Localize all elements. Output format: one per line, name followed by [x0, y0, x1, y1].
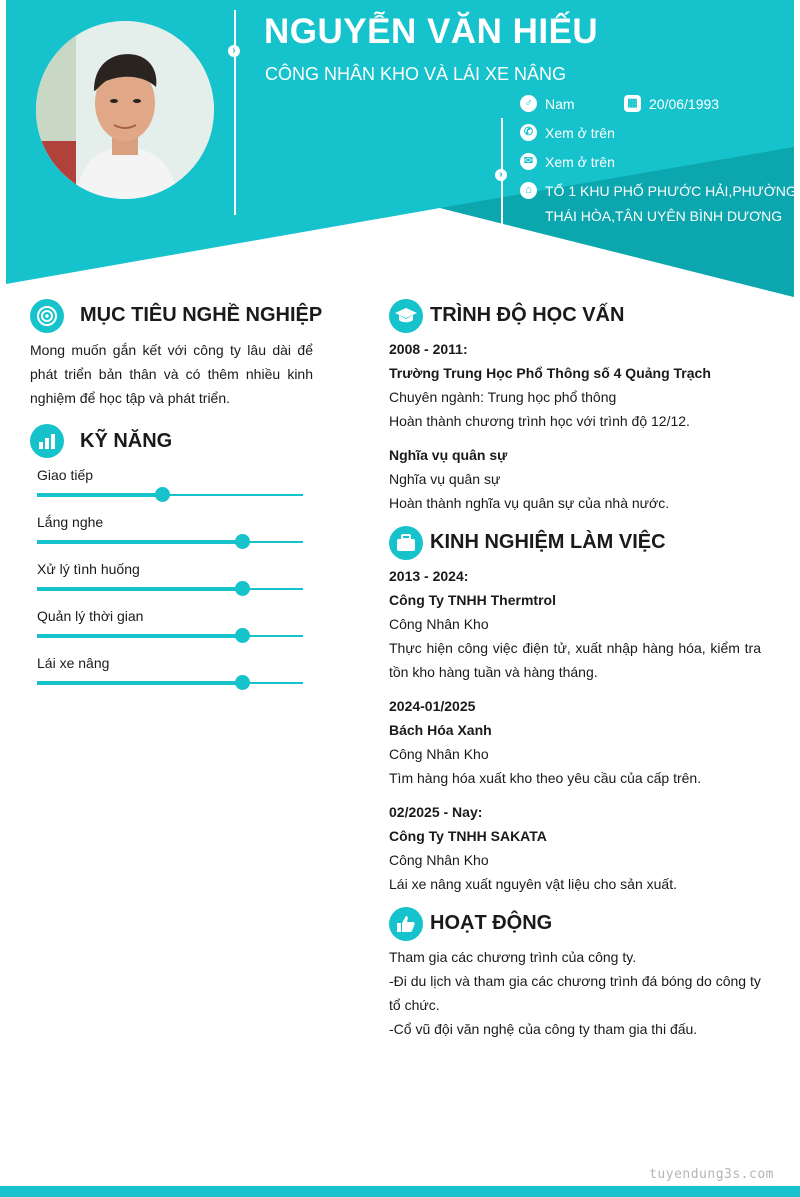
- education-title: TRÌNH ĐỘ HỌC VẤN: [430, 304, 625, 326]
- skill-knob: [235, 675, 250, 690]
- skill-fill: [37, 493, 162, 497]
- education-entry: 2008 - 2011: Trường Trung Học Phổ Thông số 4 Quảng Trạch Chuyên ngành: Trung học phổ thông Hoàn thành chương trình học với trình độ 12/12.: [389, 341, 711, 429]
- skill-label: Lắng nghe: [37, 514, 104, 530]
- home-icon: ⌂: [520, 182, 537, 199]
- skill-fill: [37, 634, 242, 638]
- phone-icon: ✆: [520, 124, 537, 141]
- job-title: CÔNG NHÂN KHO VÀ LÁI XE NÂNG: [265, 64, 567, 84]
- calendar-icon: ▦: [624, 95, 641, 112]
- skill-fill: [37, 681, 242, 685]
- skill-label: Lái xe nâng: [37, 655, 110, 671]
- target-icon: [30, 299, 64, 333]
- person-photo-icon: [36, 21, 214, 199]
- email-value: Xem ở trên: [545, 154, 615, 170]
- education-entry: Nghĩa vụ quân sự Nghĩa vụ quân sự Hoàn thành nghĩa vụ quân sự của nhà nước.: [389, 447, 670, 511]
- activities-title: HOẠT ĐỘNG: [430, 912, 553, 934]
- chevron-right-icon: ›: [495, 169, 507, 181]
- watermark: tuyendung3s.com: [649, 1167, 774, 1182]
- activities-text: Tham gia các chương trình của công ty. -Đi du lịch và tham gia các chương trình đá bóng do công ty tổ chức. -Cổ vũ đội văn nghệ của công ty tham gia thi đấu.: [389, 949, 761, 1037]
- bar-chart-icon: [30, 424, 64, 458]
- email-icon: ✉: [520, 153, 537, 170]
- skill-label: Xử lý tình huống: [37, 561, 140, 577]
- phone-value: Xem ở trên: [545, 125, 615, 141]
- thumbs-up-icon: [389, 907, 423, 941]
- objective-title: MỤC TIÊU NGHỀ NGHIỆP: [80, 304, 323, 326]
- skill-label: Giao tiếp: [37, 467, 94, 483]
- experience-title: KINH NGHIỆM LÀM VIỆC: [430, 531, 666, 553]
- experience-entry: 2024-01/2025 Bách Hóa Xanh Công Nhân Kho Tìm hàng hóa xuất kho theo yêu cầu của cấp trên.: [389, 698, 702, 786]
- footer-bar: [0, 1186, 800, 1197]
- skill-knob: [235, 581, 250, 596]
- skill-knob: [235, 534, 250, 549]
- avatar: [36, 21, 214, 199]
- header-divider-line: [234, 10, 236, 215]
- objective-text: Mong muốn gắn kết với công ty lâu dài để phát triển bản thân và có thêm nhiều kinh nghiệm để học tập và phát triển.: [30, 342, 313, 406]
- briefcase-icon: [389, 526, 423, 560]
- skill-knob: [155, 487, 170, 502]
- skill-label: Quản lý thời gian: [37, 608, 144, 624]
- skill-knob: [235, 628, 250, 643]
- gender-value: Nam: [545, 96, 575, 112]
- skill-fill: [37, 587, 242, 591]
- skills-title: KỸ NĂNG: [80, 430, 173, 452]
- full-name: NGUYỄN VĂN HIẾU: [264, 12, 599, 51]
- experience-entry: 2013 - 2024: Công Ty TNHH Thermtrol Công Nhân Kho Thực hiện công việc điện tử, xuất nhập hàng hóa, kiểm tra tồn kho hàng tuần và hàng tháng.: [389, 568, 761, 680]
- address-line-1: TỔ 1 KHU PHỐ PHƯỚC HẢI,PHƯỜNG: [545, 183, 797, 199]
- birthdate-value: 20/06/1993: [649, 96, 720, 112]
- gender-icon: ♂: [520, 95, 537, 112]
- experience-entry: 02/2025 - Nay: Công Ty TNHH SAKATA Công Nhân Kho Lái xe nâng xuất nguyên vật liệu cho sản xuất.: [389, 804, 677, 892]
- graduation-cap-icon: [389, 299, 423, 333]
- address-line-2: THÁI HÒA,TÂN UYÊN BÌNH DƯƠNG: [545, 208, 783, 224]
- skill-fill: [37, 540, 242, 544]
- chevron-right-icon: ›: [228, 45, 240, 57]
